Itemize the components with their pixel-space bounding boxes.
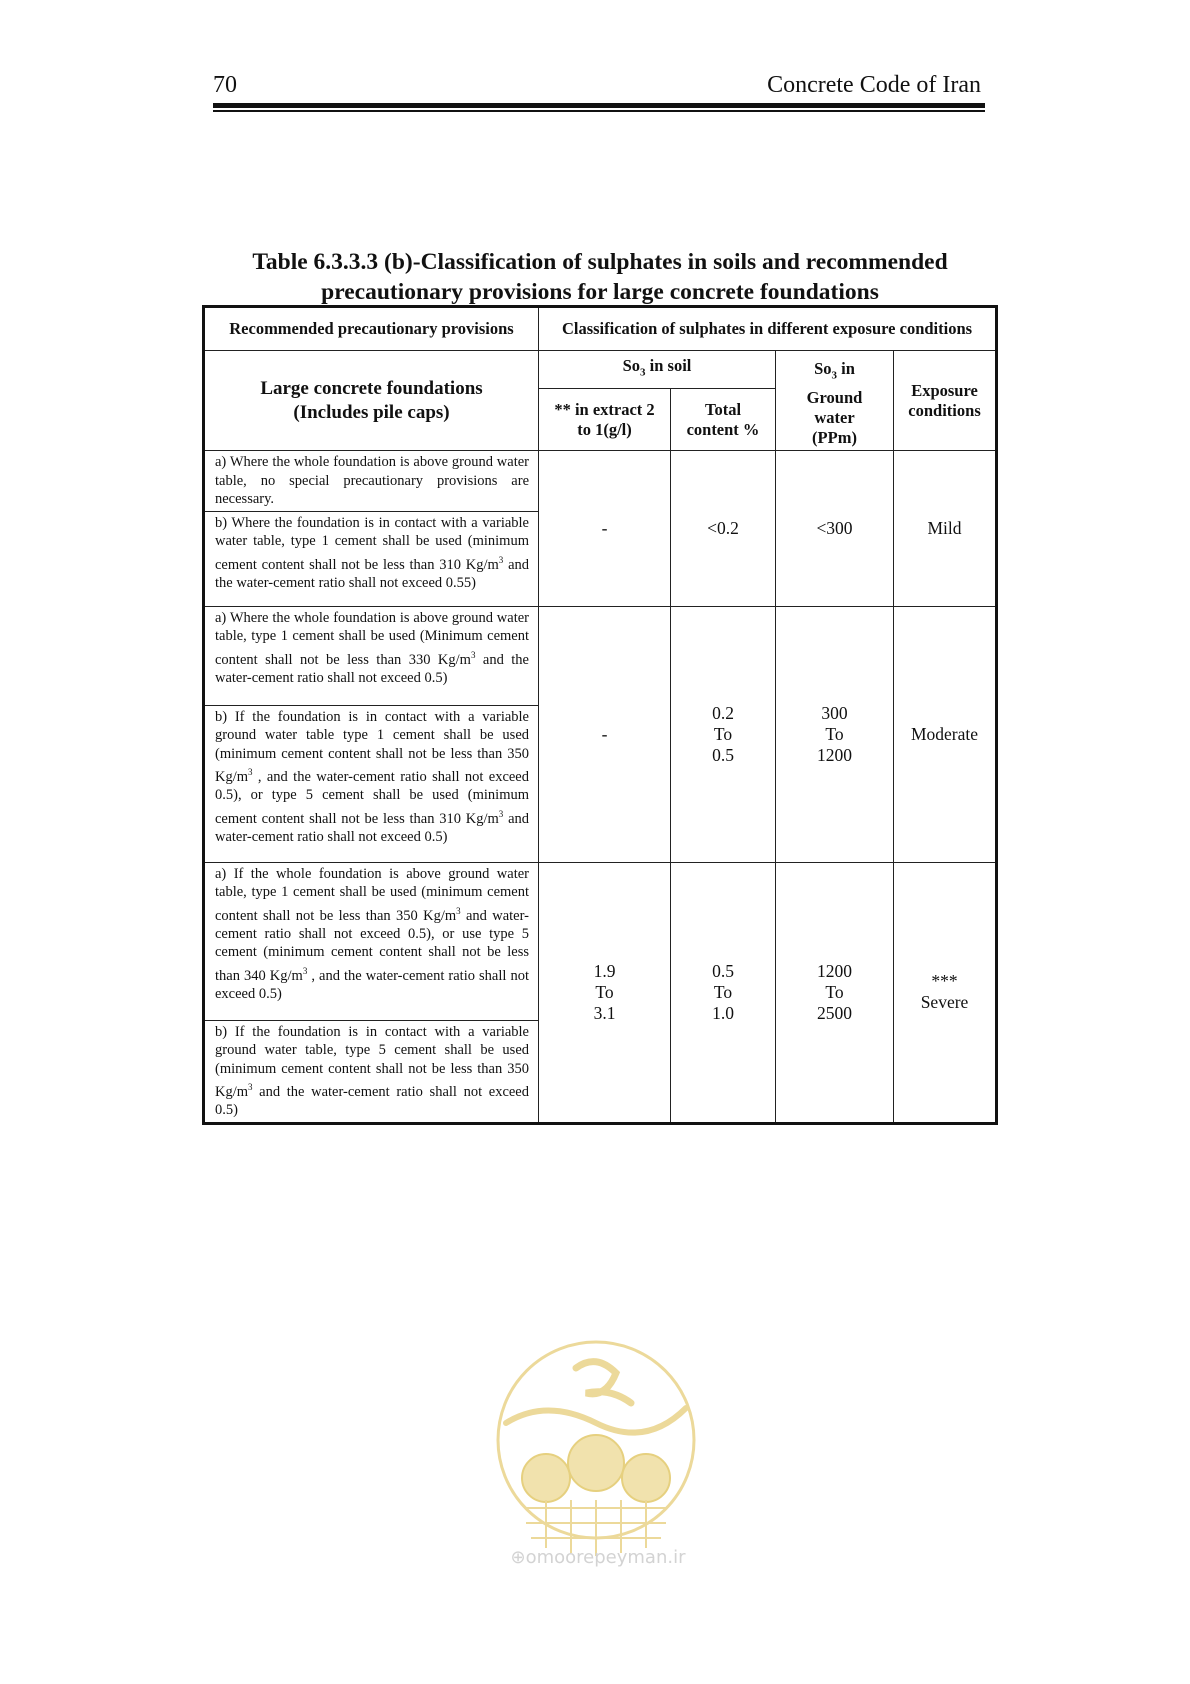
so3-soil-subscript: 3 xyxy=(640,366,646,379)
extract-value-moderate xyxy=(539,606,671,862)
value-line: To xyxy=(825,723,844,744)
provision-mild-a: a) Where the whole foundation is above ground water table, no special precautionary provisions are necessary. xyxy=(204,451,539,512)
value-line: Moderate xyxy=(910,723,979,744)
ground-water-ppm-label: Ground water (PPm) xyxy=(806,388,863,448)
table-row xyxy=(204,862,997,1020)
superscript: 3 xyxy=(456,905,461,916)
provision-text: a) If the whole foundation is above ground water table, type 1 cement shall be used (minimum cement content shall not be less than 350 Kg/m xyxy=(215,865,529,924)
superscript: 3 xyxy=(248,767,253,777)
exposure-value-moderate xyxy=(894,606,997,862)
provision-text: and water-cement ratio shall not exceed 0.5) xyxy=(215,810,530,846)
so3-in-soil-header xyxy=(539,351,776,389)
caption-line-2: precautionary provisions for large concrete foundations xyxy=(321,279,879,305)
sulphate-classification-table xyxy=(202,305,998,1125)
provision-text: b) Where the foundation is in contact with a variable water table, type 1 cement shall be used (minimum cement content shall not be less than 310 Kg/m xyxy=(215,514,529,573)
ground-water-value-severe xyxy=(776,862,894,1123)
value-line: Severe xyxy=(920,992,969,1013)
value-line: To xyxy=(825,981,844,1002)
page-header xyxy=(213,68,985,100)
value-line: - xyxy=(601,517,608,538)
superscript: 3 xyxy=(498,554,504,565)
provision-moderate-b xyxy=(204,705,539,862)
provision-text: and the water-cement ratio shall not exceed 0.5) xyxy=(215,1083,529,1119)
exposure-conditions-header: Exposure conditions xyxy=(894,351,997,451)
exposure-value-mild xyxy=(894,451,997,607)
provision-text: b) If the foundation is in contact with a variable ground water table type 1 cement shall be used (minimum cement content shall not be less than 350 Kg/m xyxy=(215,708,529,785)
value-line: 0.2 xyxy=(712,702,734,723)
ground-water-value-mild xyxy=(776,451,894,607)
header-rule-thin xyxy=(213,110,985,112)
value-line: 300 xyxy=(821,702,848,723)
value-line: 1.0 xyxy=(712,1002,734,1023)
so3-ground-suffix: in xyxy=(837,359,855,378)
value-line: <0.2 xyxy=(707,517,739,538)
total-value-mild xyxy=(671,451,776,607)
provision-severe-a xyxy=(204,862,539,1020)
so3-ground-label xyxy=(776,359,893,385)
value-line: To xyxy=(713,981,733,1002)
page-number: 70 xyxy=(213,72,237,98)
value-line: 1200 xyxy=(817,960,852,981)
provision-moderate-a xyxy=(204,606,539,705)
ground-water-value-moderate xyxy=(776,606,894,862)
provisions-column-header: Recommended precautionary provisions xyxy=(204,307,539,351)
caption-line-1: Table 6.3.3.3 (b)-Classification of sulphates in soils and recommended xyxy=(252,249,948,275)
provision-severe-b xyxy=(204,1020,539,1123)
superscript: 3 xyxy=(470,649,476,660)
provision-text: , and the water-cement ratio shall not exceed 0.5), or type 5 cement shall be used (minimum cement content shall not be less than 310 Kg/m xyxy=(215,768,529,827)
extract-2-to-1-header: ** in extract 2 to 1(g/l) xyxy=(539,389,671,451)
table-row xyxy=(204,606,997,705)
value-line: To xyxy=(595,981,614,1002)
provisions-subheader xyxy=(204,351,539,451)
provisions-subheader-line-1: Large concrete foundations xyxy=(260,377,483,399)
extract-value-mild xyxy=(539,451,671,607)
table-caption xyxy=(190,247,1010,307)
watermark-url: omoorepeyman.ir xyxy=(525,1547,686,1568)
provision-mild-b xyxy=(204,511,539,606)
value-line: 0.5 xyxy=(712,960,734,981)
provision-text: b) If the foundation is in contact with a variable ground water table, type 5 cement shall be used (minimum cement content shall not be less than 350 Kg/m xyxy=(215,1023,529,1100)
value-line: 2500 xyxy=(817,1002,852,1023)
logo-gears xyxy=(522,1435,670,1502)
running-title: Concrete Code of Iran xyxy=(767,72,981,98)
provision-text: and water-cement ratio shall not exceed 0.5), or use type 5 cement (minimum cement content shall not be less than 340 Kg/m xyxy=(215,907,529,984)
value-line: 0.5 xyxy=(712,744,734,765)
logo-calligraphy xyxy=(576,1362,631,1403)
total-content-header: Total content % xyxy=(671,389,776,451)
value-line: Mild xyxy=(927,517,962,538)
extract-value-severe xyxy=(539,862,671,1123)
superscript: 3 xyxy=(302,965,308,976)
provisions-subheader-line-2: (Includes pile caps) xyxy=(293,401,450,423)
logo-swoosh xyxy=(506,1408,686,1433)
total-value-severe xyxy=(671,862,776,1123)
value-line: 1.9 xyxy=(593,960,616,981)
value-line: *** xyxy=(931,971,958,992)
watermark-logo xyxy=(486,1328,706,1568)
exposure-value-severe xyxy=(894,862,997,1123)
so3-ground-water-header xyxy=(776,351,894,451)
value-line: To xyxy=(713,723,733,744)
superscript: 3 xyxy=(498,808,504,819)
provision-text: , and the water-cement ratio shall not exceed 0.5) xyxy=(215,967,529,1003)
header-rule-thick xyxy=(213,103,985,108)
provision-text: and the water-cement ratio shall not exceed 0.55) xyxy=(215,556,530,591)
provision-text: and the water-cement ratio shall not exceed 0.5) xyxy=(215,651,529,686)
value-line: 3.1 xyxy=(593,1002,616,1023)
watermark-text: ⊕omoorepeyman.ir xyxy=(510,1547,686,1568)
so3-ground-so: So xyxy=(814,359,832,378)
superscript: 3 xyxy=(248,1082,253,1092)
classification-column-header: Classification of sulphates in different exposure conditions xyxy=(539,307,997,351)
so3-soil-suffix: in soil xyxy=(645,356,692,376)
so3-ground-subscript: 3 xyxy=(831,369,838,382)
value-line: - xyxy=(601,723,608,744)
value-line: <300 xyxy=(816,517,853,538)
table-row xyxy=(204,451,997,512)
total-value-moderate xyxy=(671,606,776,862)
so3-soil-label: So xyxy=(622,356,641,376)
header-row-1 xyxy=(204,307,997,351)
value-line: 1200 xyxy=(817,744,852,765)
header-row-2 xyxy=(204,351,997,389)
provision-text: a) Where the whole foundation is above ground water table, type 1 cement shall be used (Minimum cement content shall not be less than 330 Kg/m xyxy=(215,609,529,668)
